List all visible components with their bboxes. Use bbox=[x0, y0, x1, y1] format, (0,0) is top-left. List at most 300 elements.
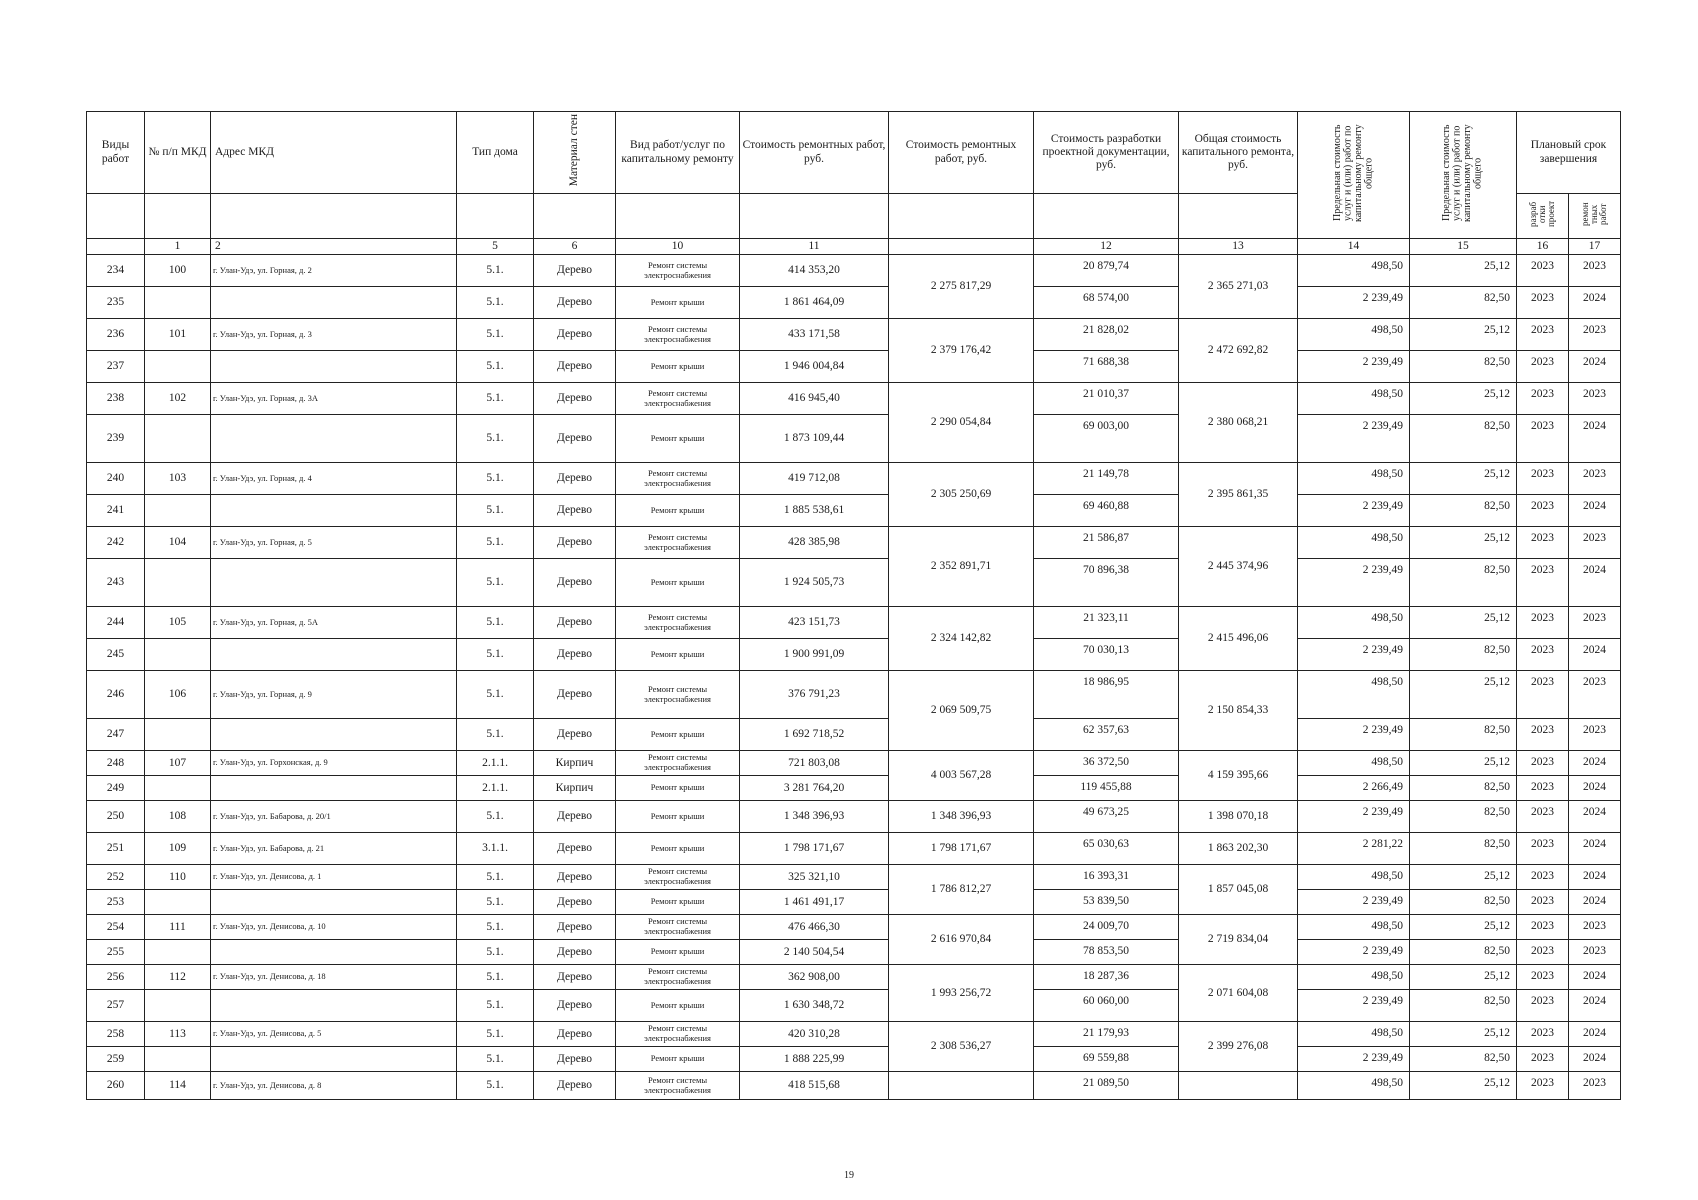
limit-cost-1-cell: 498,50 bbox=[1298, 751, 1410, 776]
wall-material-cell: Кирпич bbox=[534, 751, 616, 776]
work-type-cell: Ремонт крыши bbox=[616, 801, 740, 833]
house-type-cell: 5.1. bbox=[457, 527, 534, 559]
table-row bbox=[87, 639, 1621, 671]
row-number: 245 bbox=[87, 639, 145, 671]
table-body bbox=[87, 255, 1621, 1100]
mkd-number bbox=[145, 1047, 211, 1072]
limit-cost-1-cell: 498,50 bbox=[1298, 915, 1410, 940]
house-type-cell: 5.1. bbox=[457, 639, 534, 671]
capital-repair-table bbox=[86, 111, 1621, 1100]
repair-cost-cell: 362 908,00 bbox=[740, 965, 889, 990]
design-cost-cell: 21 323,11 bbox=[1034, 607, 1179, 639]
wall-material-cell: Дерево bbox=[534, 1047, 616, 1072]
address-cell: г. Улан-Удэ, ул. Горная, д. 9 bbox=[211, 671, 457, 719]
house-type-cell: 3.1.1. bbox=[457, 833, 534, 865]
limit-cost-2-cell: 25,12 bbox=[1410, 865, 1517, 890]
plan-design-year-cell: 2023 bbox=[1517, 751, 1569, 776]
wall-material-cell: Дерево bbox=[534, 319, 616, 351]
header-blank bbox=[87, 194, 145, 239]
limit-cost-1-cell: 498,50 bbox=[1298, 463, 1410, 495]
total-cost-cell bbox=[1179, 1072, 1298, 1100]
wall-material-cell: Дерево bbox=[534, 287, 616, 319]
limit-cost-1-cell: 2 266,49 bbox=[1298, 776, 1410, 801]
header-repair-cost-total: Стоимость ремонтных работ, руб. bbox=[889, 112, 1034, 194]
work-type-cell: Ремонт системы электроснабжения bbox=[616, 527, 740, 559]
total-cost-cell: 2 399 276,08 bbox=[1179, 1022, 1298, 1072]
plan-design-year-cell: 2023 bbox=[1517, 287, 1569, 319]
design-cost-cell: 18 986,95 bbox=[1034, 671, 1179, 719]
address-cell bbox=[211, 351, 457, 383]
limit-cost-1-cell: 2 239,49 bbox=[1298, 415, 1410, 463]
colnum: 6 bbox=[534, 239, 616, 255]
mkd-number bbox=[145, 639, 211, 671]
house-type-cell: 5.1. bbox=[457, 915, 534, 940]
limit-cost-2-cell: 25,12 bbox=[1410, 751, 1517, 776]
house-type-cell: 5.1. bbox=[457, 255, 534, 287]
table-row bbox=[87, 383, 1621, 415]
total-repair-cost-cell: 2 324 142,82 bbox=[889, 607, 1034, 671]
header-address: Адрес МКД bbox=[211, 112, 457, 194]
work-type-cell: Ремонт системы электроснабжения bbox=[616, 865, 740, 890]
plan-repair-year-cell: 2024 bbox=[1569, 990, 1621, 1022]
house-type-cell: 5.1. bbox=[457, 990, 534, 1022]
address-cell bbox=[211, 890, 457, 915]
house-type-cell: 5.1. bbox=[457, 965, 534, 990]
address-cell: г. Улан-Удэ, ул. Горная, д. 3А bbox=[211, 383, 457, 415]
address-cell: г. Улан-Удэ, ул. Горная, д. 5 bbox=[211, 527, 457, 559]
table-row bbox=[87, 671, 1621, 719]
design-cost-cell: 16 393,31 bbox=[1034, 865, 1179, 890]
header-plan-design bbox=[1517, 194, 1569, 239]
colnum: 15 bbox=[1410, 239, 1517, 255]
limit-cost-1-cell: 498,50 bbox=[1298, 1072, 1410, 1100]
work-type-cell: Ремонт системы электроснабжения bbox=[616, 607, 740, 639]
design-cost-cell: 69 003,00 bbox=[1034, 415, 1179, 463]
address-cell: г. Улан-Удэ, ул. Денисова, д. 18 bbox=[211, 965, 457, 990]
work-type-cell: Ремонт крыши bbox=[616, 1047, 740, 1072]
colnum: 1 bbox=[145, 239, 211, 255]
row-number: 244 bbox=[87, 607, 145, 639]
repair-cost-cell: 1 888 225,99 bbox=[740, 1047, 889, 1072]
table-row bbox=[87, 463, 1621, 495]
table-row bbox=[87, 495, 1621, 527]
table-row bbox=[87, 1072, 1621, 1100]
work-type-cell: Ремонт системы электроснабжения bbox=[616, 915, 740, 940]
row-number: 242 bbox=[87, 527, 145, 559]
total-repair-cost-cell: 2 616 970,84 bbox=[889, 915, 1034, 965]
wall-material-cell: Дерево bbox=[534, 495, 616, 527]
plan-design-year-cell: 2023 bbox=[1517, 671, 1569, 719]
house-type-cell: 2.1.1. bbox=[457, 776, 534, 801]
repair-cost-cell: 721 803,08 bbox=[740, 751, 889, 776]
row-number: 239 bbox=[87, 415, 145, 463]
plan-design-year-cell: 2023 bbox=[1517, 319, 1569, 351]
plan-design-year-cell: 2023 bbox=[1517, 719, 1569, 751]
repair-cost-cell: 418 515,68 bbox=[740, 1072, 889, 1100]
header-wall-material-text: Материал стен bbox=[567, 114, 580, 187]
row-number: 260 bbox=[87, 1072, 145, 1100]
design-cost-cell: 49 673,25 bbox=[1034, 801, 1179, 833]
work-type-cell: Ремонт крыши bbox=[616, 833, 740, 865]
design-cost-cell: 18 287,36 bbox=[1034, 965, 1179, 990]
total-repair-cost-cell: 1 786 812,27 bbox=[889, 865, 1034, 915]
table-row bbox=[87, 351, 1621, 383]
table-row bbox=[87, 833, 1621, 865]
house-type-cell: 5.1. bbox=[457, 719, 534, 751]
total-repair-cost-cell: 2 275 817,29 bbox=[889, 255, 1034, 319]
total-repair-cost-cell bbox=[889, 1072, 1034, 1100]
plan-repair-year-cell: 2024 bbox=[1569, 776, 1621, 801]
header-limit-cost-2-text: Предельная стоимость услуг и (или) работ по капитальному ремонту общего bbox=[1441, 124, 1484, 222]
total-repair-cost-cell: 2 308 536,27 bbox=[889, 1022, 1034, 1072]
mkd-number: 105 bbox=[145, 607, 211, 639]
row-number: 243 bbox=[87, 559, 145, 607]
wall-material-cell: Дерево bbox=[534, 1072, 616, 1100]
colnum: 10 bbox=[616, 239, 740, 255]
design-cost-cell: 24 009,70 bbox=[1034, 915, 1179, 940]
limit-cost-1-cell: 498,50 bbox=[1298, 383, 1410, 415]
plan-repair-year-cell: 2023 bbox=[1569, 255, 1621, 287]
plan-design-year-cell: 2023 bbox=[1517, 495, 1569, 527]
wall-material-cell: Дерево bbox=[534, 719, 616, 751]
repair-cost-cell: 433 171,58 bbox=[740, 319, 889, 351]
address-cell bbox=[211, 940, 457, 965]
total-repair-cost-cell: 1 348 396,93 bbox=[889, 801, 1034, 833]
total-cost-cell: 1 857 045,08 bbox=[1179, 865, 1298, 915]
mkd-number bbox=[145, 351, 211, 383]
repair-cost-cell: 1 900 991,09 bbox=[740, 639, 889, 671]
work-type-cell: Ремонт крыши bbox=[616, 287, 740, 319]
address-cell bbox=[211, 287, 457, 319]
repair-cost-cell: 1 348 396,93 bbox=[740, 801, 889, 833]
mkd-number bbox=[145, 890, 211, 915]
work-type-cell: Ремонт системы электроснабжения bbox=[616, 255, 740, 287]
plan-design-year-cell: 2023 bbox=[1517, 833, 1569, 865]
plan-design-year-cell: 2023 bbox=[1517, 1022, 1569, 1047]
mkd-number: 107 bbox=[145, 751, 211, 776]
wall-material-cell: Дерево bbox=[534, 915, 616, 940]
total-repair-cost-cell: 4 003 567,28 bbox=[889, 751, 1034, 801]
work-type-cell: Ремонт системы электроснабжения bbox=[616, 463, 740, 495]
colnum-blank bbox=[87, 239, 145, 255]
row-number: 251 bbox=[87, 833, 145, 865]
design-cost-cell: 78 853,50 bbox=[1034, 940, 1179, 965]
work-type-cell: Ремонт крыши bbox=[616, 639, 740, 671]
address-cell: г. Улан-Удэ, ул. Горная, д. 2 bbox=[211, 255, 457, 287]
header-total-cost: Общая стоимость капитального ремонта, руб. bbox=[1179, 112, 1298, 194]
repair-cost-cell: 1 861 464,09 bbox=[740, 287, 889, 319]
row-number: 250 bbox=[87, 801, 145, 833]
total-cost-cell: 2 445 374,96 bbox=[1179, 527, 1298, 607]
limit-cost-2-cell: 82,50 bbox=[1410, 833, 1517, 865]
row-number: 256 bbox=[87, 965, 145, 990]
total-cost-cell: 2 071 604,08 bbox=[1179, 965, 1298, 1022]
colnum: 5 bbox=[457, 239, 534, 255]
row-number: 238 bbox=[87, 383, 145, 415]
plan-design-year-cell: 2023 bbox=[1517, 255, 1569, 287]
mkd-number bbox=[145, 940, 211, 965]
repair-cost-cell: 1 630 348,72 bbox=[740, 990, 889, 1022]
address-cell: г. Улан-Удэ, ул. Денисова, д. 10 bbox=[211, 915, 457, 940]
header-wall-material bbox=[534, 112, 616, 194]
mkd-number: 112 bbox=[145, 965, 211, 990]
limit-cost-2-cell: 25,12 bbox=[1410, 671, 1517, 719]
plan-repair-year-cell: 2023 bbox=[1569, 940, 1621, 965]
header-blank bbox=[1179, 194, 1298, 239]
house-type-cell: 5.1. bbox=[457, 671, 534, 719]
house-type-cell: 5.1. bbox=[457, 865, 534, 890]
table-row bbox=[87, 801, 1621, 833]
repair-cost-cell: 376 791,23 bbox=[740, 671, 889, 719]
design-cost-cell: 60 060,00 bbox=[1034, 990, 1179, 1022]
plan-repair-year-cell: 2023 bbox=[1569, 383, 1621, 415]
limit-cost-1-cell: 498,50 bbox=[1298, 527, 1410, 559]
total-cost-cell: 2 150 854,33 bbox=[1179, 671, 1298, 751]
wall-material-cell: Кирпич bbox=[534, 776, 616, 801]
address-cell: г. Улан-Удэ, ул. Денисова, д. 1 bbox=[211, 865, 457, 890]
design-cost-cell: 119 455,88 bbox=[1034, 776, 1179, 801]
table-row bbox=[87, 559, 1621, 607]
limit-cost-1-cell: 2 239,49 bbox=[1298, 990, 1410, 1022]
plan-design-year-cell: 2023 bbox=[1517, 607, 1569, 639]
limit-cost-2-cell: 82,50 bbox=[1410, 1047, 1517, 1072]
wall-material-cell: Дерево bbox=[534, 463, 616, 495]
limit-cost-1-cell: 2 239,49 bbox=[1298, 639, 1410, 671]
header-blank bbox=[1034, 194, 1179, 239]
design-cost-cell: 69 559,88 bbox=[1034, 1047, 1179, 1072]
plan-design-year-cell: 2023 bbox=[1517, 801, 1569, 833]
mkd-number bbox=[145, 287, 211, 319]
header-limit-cost-1-text: Предельная стоимость услуг и (или) работ по капитальному ремонту общего bbox=[1331, 124, 1374, 222]
limit-cost-2-cell: 82,50 bbox=[1410, 801, 1517, 833]
repair-cost-cell: 1 946 004,84 bbox=[740, 351, 889, 383]
mkd-number: 113 bbox=[145, 1022, 211, 1047]
plan-repair-year-cell: 2024 bbox=[1569, 865, 1621, 890]
house-type-cell: 5.1. bbox=[457, 1022, 534, 1047]
total-cost-cell: 1 863 202,30 bbox=[1179, 833, 1298, 865]
header-row bbox=[87, 112, 1621, 194]
header-limit-cost-2 bbox=[1410, 112, 1517, 239]
mkd-number: 114 bbox=[145, 1072, 211, 1100]
wall-material-cell: Дерево bbox=[534, 351, 616, 383]
house-type-cell: 5.1. bbox=[457, 890, 534, 915]
design-cost-cell: 21 828,02 bbox=[1034, 319, 1179, 351]
limit-cost-1-cell: 2 239,49 bbox=[1298, 287, 1410, 319]
repair-cost-cell: 2 140 504,54 bbox=[740, 940, 889, 965]
colnum: 16 bbox=[1517, 239, 1569, 255]
house-type-cell: 5.1. bbox=[457, 940, 534, 965]
total-cost-cell: 2 395 861,35 bbox=[1179, 463, 1298, 527]
wall-material-cell: Дерево bbox=[534, 801, 616, 833]
plan-design-year-cell: 2023 bbox=[1517, 990, 1569, 1022]
limit-cost-1-cell: 2 239,49 bbox=[1298, 801, 1410, 833]
row-number: 252 bbox=[87, 865, 145, 890]
work-type-cell: Ремонт системы электроснабжения bbox=[616, 1072, 740, 1100]
plan-repair-year-cell: 2024 bbox=[1569, 833, 1621, 865]
design-cost-cell: 21 179,93 bbox=[1034, 1022, 1179, 1047]
wall-material-cell: Дерево bbox=[534, 639, 616, 671]
total-repair-cost-cell: 2 290 054,84 bbox=[889, 383, 1034, 463]
wall-material-cell: Дерево bbox=[534, 865, 616, 890]
limit-cost-2-cell: 82,50 bbox=[1410, 495, 1517, 527]
work-type-cell: Ремонт крыши bbox=[616, 940, 740, 965]
house-type-cell: 5.1. bbox=[457, 383, 534, 415]
wall-material-cell: Дерево bbox=[534, 833, 616, 865]
mkd-number bbox=[145, 415, 211, 463]
header-repair-cost: Стоимость ремонтных работ, руб. bbox=[740, 112, 889, 194]
house-type-cell: 2.1.1. bbox=[457, 751, 534, 776]
table-row bbox=[87, 915, 1621, 940]
limit-cost-1-cell: 2 239,49 bbox=[1298, 890, 1410, 915]
plan-repair-year-cell: 2023 bbox=[1569, 1072, 1621, 1100]
repair-cost-cell: 3 281 764,20 bbox=[740, 776, 889, 801]
limit-cost-2-cell: 25,12 bbox=[1410, 463, 1517, 495]
mkd-number bbox=[145, 776, 211, 801]
plan-repair-year-cell: 2024 bbox=[1569, 890, 1621, 915]
repair-cost-cell: 476 466,30 bbox=[740, 915, 889, 940]
mkd-number: 110 bbox=[145, 865, 211, 890]
row-number: 240 bbox=[87, 463, 145, 495]
table-row bbox=[87, 890, 1621, 915]
header-blank bbox=[211, 194, 457, 239]
repair-cost-cell: 325 321,10 bbox=[740, 865, 889, 890]
total-repair-cost-cell: 2 069 509,75 bbox=[889, 671, 1034, 751]
wall-material-cell: Дерево bbox=[534, 965, 616, 990]
repair-cost-cell: 428 385,98 bbox=[740, 527, 889, 559]
wall-material-cell: Дерево bbox=[534, 607, 616, 639]
work-type-cell: Ремонт системы электроснабжения bbox=[616, 319, 740, 351]
row-number: 255 bbox=[87, 940, 145, 965]
header-num: № п/п МКД bbox=[145, 112, 211, 194]
plan-repair-year-cell: 2023 bbox=[1569, 719, 1621, 751]
limit-cost-2-cell: 25,12 bbox=[1410, 607, 1517, 639]
design-cost-cell: 62 357,63 bbox=[1034, 719, 1179, 751]
repair-cost-cell: 423 151,73 bbox=[740, 607, 889, 639]
work-type-cell: Ремонт крыши bbox=[616, 351, 740, 383]
row-number: 246 bbox=[87, 671, 145, 719]
address-cell: г. Улан-Удэ, ул. Денисова, д. 8 bbox=[211, 1072, 457, 1100]
work-type-cell: Ремонт системы электроснабжения bbox=[616, 751, 740, 776]
limit-cost-2-cell: 82,50 bbox=[1410, 639, 1517, 671]
plan-design-year-cell: 2023 bbox=[1517, 559, 1569, 607]
wall-material-cell: Дерево bbox=[534, 671, 616, 719]
plan-design-year-cell: 2023 bbox=[1517, 527, 1569, 559]
plan-design-year-cell: 2023 bbox=[1517, 915, 1569, 940]
table-row bbox=[87, 719, 1621, 751]
total-cost-cell: 2 415 496,06 bbox=[1179, 607, 1298, 671]
header-blank bbox=[534, 194, 616, 239]
mkd-number: 106 bbox=[145, 671, 211, 719]
wall-material-cell: Дерево bbox=[534, 940, 616, 965]
total-repair-cost-cell: 2 352 891,71 bbox=[889, 527, 1034, 607]
header-house-type: Тип дома bbox=[457, 112, 534, 194]
limit-cost-2-cell: 82,50 bbox=[1410, 890, 1517, 915]
column-number-row bbox=[87, 239, 1621, 255]
limit-cost-2-cell: 82,50 bbox=[1410, 940, 1517, 965]
limit-cost-2-cell: 82,50 bbox=[1410, 351, 1517, 383]
wall-material-cell: Дерево bbox=[534, 559, 616, 607]
wall-material-cell: Дерево bbox=[534, 1022, 616, 1047]
header-design-cost: Стоимость разработки проектной документации, руб. bbox=[1034, 112, 1179, 194]
table-row bbox=[87, 865, 1621, 890]
house-type-cell: 5.1. bbox=[457, 319, 534, 351]
limit-cost-2-cell: 82,50 bbox=[1410, 287, 1517, 319]
mkd-number bbox=[145, 719, 211, 751]
house-type-cell: 5.1. bbox=[457, 287, 534, 319]
work-type-cell: Ремонт крыши bbox=[616, 890, 740, 915]
table-row bbox=[87, 607, 1621, 639]
limit-cost-1-cell: 2 239,49 bbox=[1298, 495, 1410, 527]
address-cell: г. Улан-Удэ, ул. Денисова, д. 5 bbox=[211, 1022, 457, 1047]
design-cost-cell: 71 688,38 bbox=[1034, 351, 1179, 383]
row-number: 247 bbox=[87, 719, 145, 751]
address-cell bbox=[211, 495, 457, 527]
colnum: 2 bbox=[211, 239, 457, 255]
mkd-number: 100 bbox=[145, 255, 211, 287]
limit-cost-1-cell: 2 239,49 bbox=[1298, 559, 1410, 607]
plan-repair-year-cell: 2024 bbox=[1569, 415, 1621, 463]
repair-cost-cell: 419 712,08 bbox=[740, 463, 889, 495]
total-cost-cell: 4 159 395,66 bbox=[1179, 751, 1298, 801]
limit-cost-2-cell: 25,12 bbox=[1410, 383, 1517, 415]
page-number: 19 bbox=[844, 1170, 854, 1181]
plan-repair-year-cell: 2024 bbox=[1569, 495, 1621, 527]
plan-repair-year-cell: 2023 bbox=[1569, 319, 1621, 351]
repair-cost-cell: 1 885 538,61 bbox=[740, 495, 889, 527]
limit-cost-2-cell: 82,50 bbox=[1410, 776, 1517, 801]
repair-cost-cell: 1 798 171,67 bbox=[740, 833, 889, 865]
address-cell: г. Улан-Удэ, ул. Бабарова, д. 21 bbox=[211, 833, 457, 865]
limit-cost-1-cell: 498,50 bbox=[1298, 965, 1410, 990]
total-repair-cost-cell: 2 305 250,69 bbox=[889, 463, 1034, 527]
plan-design-year-cell: 2023 bbox=[1517, 776, 1569, 801]
table-row bbox=[87, 776, 1621, 801]
mkd-number: 109 bbox=[145, 833, 211, 865]
work-type-cell: Ремонт крыши bbox=[616, 719, 740, 751]
limit-cost-2-cell: 82,50 bbox=[1410, 719, 1517, 751]
plan-repair-year-cell: 2023 bbox=[1569, 607, 1621, 639]
table-row bbox=[87, 287, 1621, 319]
header-work-type: Вид работ/услуг по капитальному ремонту bbox=[616, 112, 740, 194]
plan-repair-year-cell: 2024 bbox=[1569, 1022, 1621, 1047]
limit-cost-2-cell: 25,12 bbox=[1410, 1072, 1517, 1100]
wall-material-cell: Дерево bbox=[534, 415, 616, 463]
header-blank bbox=[889, 194, 1034, 239]
plan-design-year-cell: 2023 bbox=[1517, 415, 1569, 463]
plan-repair-year-cell: 2023 bbox=[1569, 915, 1621, 940]
plan-design-year-cell: 2023 bbox=[1517, 865, 1569, 890]
design-cost-cell: 36 372,50 bbox=[1034, 751, 1179, 776]
design-cost-cell: 69 460,88 bbox=[1034, 495, 1179, 527]
work-type-cell: Ремонт крыши bbox=[616, 559, 740, 607]
wall-material-cell: Дерево bbox=[534, 255, 616, 287]
repair-cost-cell: 1 692 718,52 bbox=[740, 719, 889, 751]
colnum: 14 bbox=[1298, 239, 1410, 255]
house-type-cell: 5.1. bbox=[457, 607, 534, 639]
row-number: 234 bbox=[87, 255, 145, 287]
total-cost-cell: 1 398 070,18 bbox=[1179, 801, 1298, 833]
address-cell bbox=[211, 719, 457, 751]
row-number: 253 bbox=[87, 890, 145, 915]
limit-cost-2-cell: 82,50 bbox=[1410, 415, 1517, 463]
address-cell bbox=[211, 559, 457, 607]
limit-cost-1-cell: 498,50 bbox=[1298, 607, 1410, 639]
table-row bbox=[87, 319, 1621, 351]
table-row bbox=[87, 990, 1621, 1022]
address-cell bbox=[211, 639, 457, 671]
plan-design-year-cell: 2023 bbox=[1517, 940, 1569, 965]
plan-repair-year-cell: 2023 bbox=[1569, 527, 1621, 559]
